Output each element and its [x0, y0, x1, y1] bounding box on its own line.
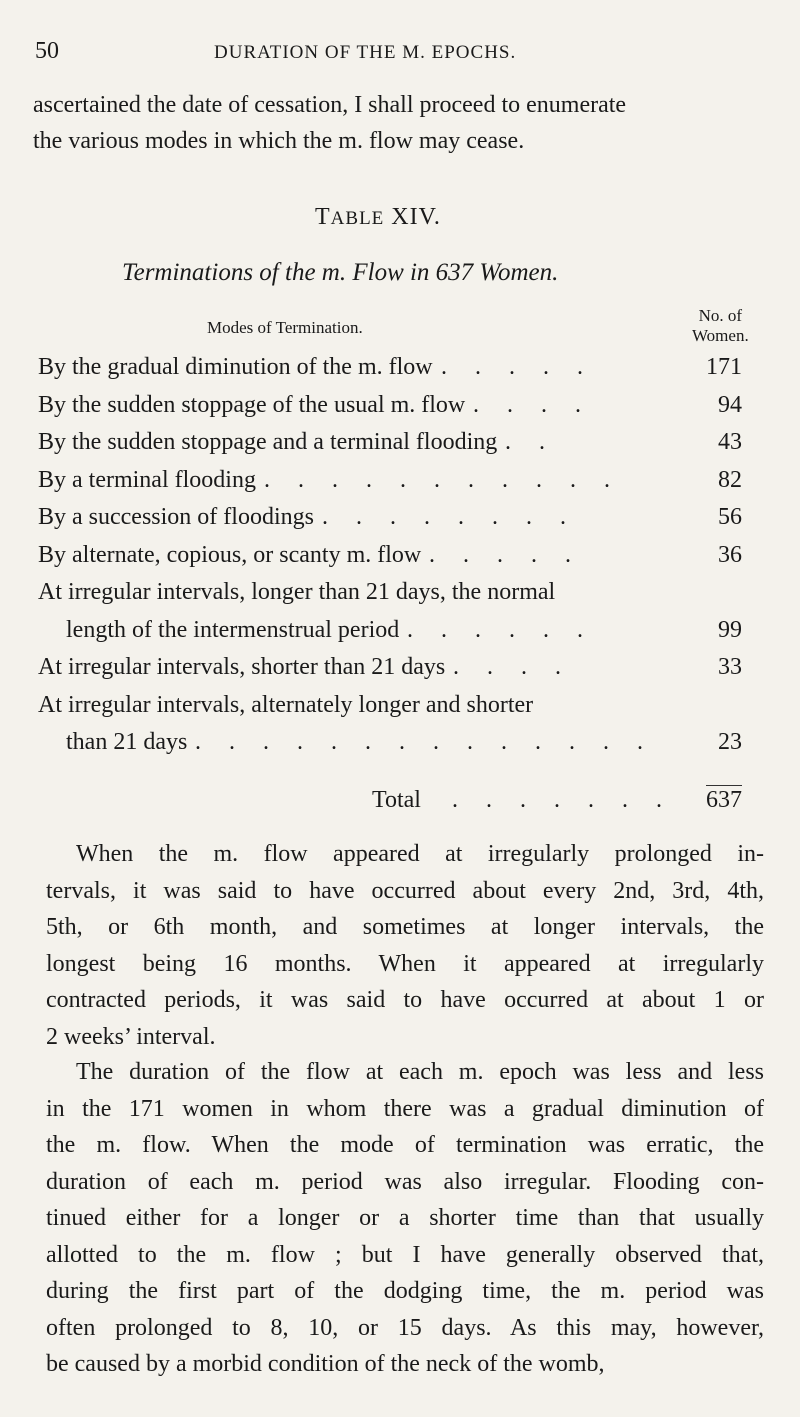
- row-leader-dots: . . . . . . . . . . .: [264, 467, 621, 493]
- table-row: [38, 615, 760, 645]
- row-leader-dots: . . . . .: [441, 354, 594, 380]
- column-header-count: No. of Women.: [692, 306, 749, 345]
- table-row: [38, 652, 760, 682]
- row-label: By a terminal flooding: [38, 467, 256, 493]
- total-value: 637: [706, 787, 742, 813]
- paragraph-line: allotted to the m. flow ; but I have generally observed that,: [46, 1241, 764, 1268]
- table-row: [38, 502, 760, 532]
- paragraph-line: in the 171 women in whom there was a gradual diminution of: [46, 1095, 764, 1122]
- paragraph-line: be caused by a morbid condition of the neck of the womb,: [46, 1351, 605, 1377]
- table-row: [38, 540, 760, 570]
- sum-rule: [706, 785, 742, 786]
- table-title: TABLE XIV.: [315, 204, 441, 230]
- row-value: 43: [718, 429, 742, 455]
- table-row: [38, 577, 760, 607]
- row-label: than 21 days: [66, 729, 188, 755]
- row-label: By a succession of floodings: [38, 504, 314, 530]
- paragraph-line: often prolonged to 8, 10, or 15 days. As this may, however,: [46, 1314, 764, 1341]
- row-value: 36: [718, 542, 742, 568]
- running-title: DURATION OF THE M. EPOCHS.: [214, 42, 517, 63]
- row-leader-dots: . . . . .: [429, 542, 582, 568]
- paragraph-line: the m. flow. When the mode of termination was erratic, the: [46, 1132, 764, 1158]
- row-value: 94: [718, 392, 742, 418]
- column-header-mode: Modes of Termination.: [207, 318, 363, 337]
- paragraph-line: 5th, or 6th month, and sometimes at longer intervals, the: [46, 914, 764, 940]
- row-leader-dots: . . . . . .: [407, 617, 594, 643]
- total-leader-dots: . . . . . . .: [452, 787, 673, 813]
- paragraph-line: The duration of the flow at each m. epoch was less and less: [76, 1059, 764, 1085]
- table-row: [38, 465, 760, 495]
- table-row: [38, 690, 760, 720]
- paragraph-line: 2 weeks’ interval.: [46, 1023, 216, 1050]
- page-number: 50: [35, 38, 59, 64]
- paragraph-line: longest being 16 months. When it appeared at irregularly: [46, 950, 764, 977]
- table-row: [38, 390, 760, 420]
- row-label: By the gradual diminution of the m. flow: [38, 354, 433, 380]
- row-leader-dots: . . . . . . . .: [322, 504, 577, 530]
- row-leader-dots: . . . .: [473, 392, 592, 418]
- row-leader-dots: . . . .: [453, 654, 572, 680]
- row-value: 56: [718, 504, 742, 530]
- row-label: At irregular intervals, longer than 21 days, the normal: [38, 579, 556, 605]
- row-label: By alternate, copious, or scanty m. flow: [38, 542, 422, 568]
- row-leader-dots: . .: [505, 429, 556, 455]
- table-row: [38, 352, 760, 382]
- table-caption: Terminations of the m. Flow in 637 Women.: [122, 259, 559, 286]
- paragraph-line: tinued either for a longer or a shorter time than that usually: [46, 1205, 764, 1231]
- row-leader-dots: . . . . . . . . . . . . . .: [195, 729, 654, 755]
- paragraph-line: When the m. flow appeared at irregularly prolonged in-: [76, 841, 764, 867]
- row-label: At irregular intervals, shorter than 21 days: [38, 654, 446, 680]
- intro-line-1: ascertained the date of cessation, I shall proceed to enumerate: [33, 92, 627, 118]
- paragraph-line: tervals, it was said to have occurred about every 2nd, 3rd, 4th,: [46, 877, 764, 904]
- row-label: By the sudden stoppage and a terminal flooding: [38, 429, 498, 455]
- table-row: [38, 727, 760, 757]
- row-label: length of the intermenstrual period: [66, 617, 400, 643]
- paragraph-line: contracted periods, it was said to have occurred at about 1 or: [46, 987, 764, 1013]
- paragraph-line: during the first part of the dodging time, the m. period was: [46, 1278, 764, 1304]
- table-row: [38, 427, 760, 457]
- row-value: 23: [718, 729, 742, 755]
- row-value: 82: [718, 467, 742, 493]
- row-label: At irregular intervals, alternately longer and shorter: [38, 692, 534, 718]
- intro-line-2: the various modes in which the m. flow may cease.: [33, 128, 525, 154]
- row-label: By the sudden stoppage of the usual m. flow: [38, 392, 466, 418]
- paragraph-line: duration of each m. period was also irregular. Flooding con-: [46, 1168, 764, 1195]
- row-value: 99: [718, 617, 742, 643]
- row-value: 33: [718, 654, 742, 680]
- row-value: 171: [706, 354, 742, 380]
- total-label: Total: [372, 787, 421, 813]
